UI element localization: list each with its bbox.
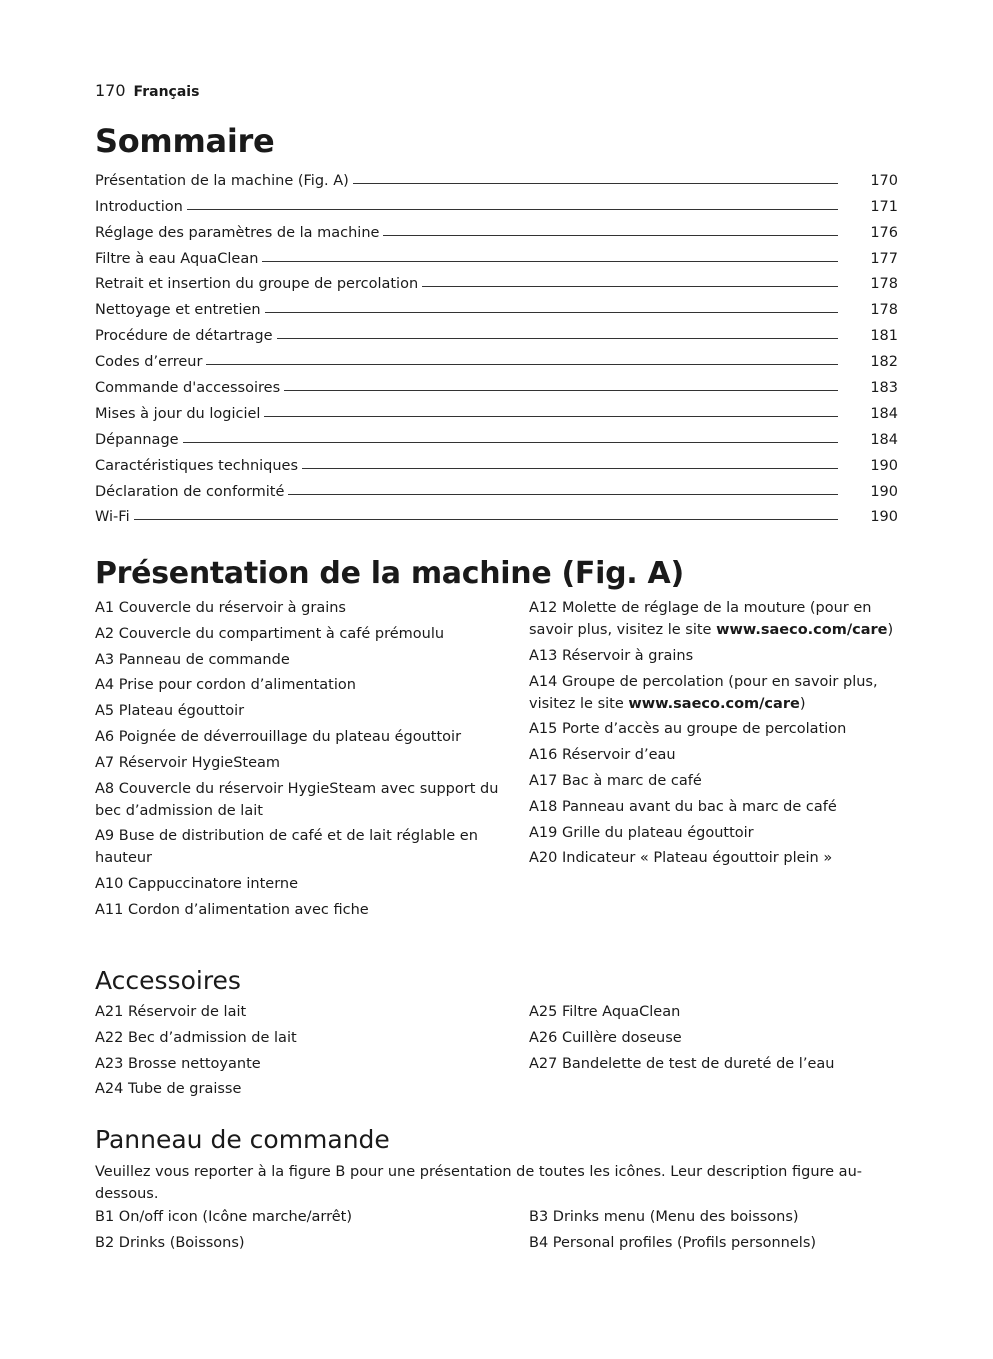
list-item: A2 Couvercle du compartiment à café prémoulu <box>95 625 445 642</box>
presentation-right-column <box>529 597 898 925</box>
toc-entry-title: Codes d’erreur <box>95 354 203 371</box>
toc-entry-title: Procédure de détartrage <box>95 328 273 345</box>
accessoires-left-column <box>95 1001 529 1104</box>
toc-entry[interactable] <box>95 215 898 241</box>
list-item: A19 Grille du plateau égouttoir <box>529 824 754 841</box>
list-item: A22 Bec d’admission de lait <box>95 1029 297 1046</box>
list-item: B1 On/off icon (Icône marche/arrêt) <box>95 1209 353 1225</box>
list-item: B2 Drinks (Boissons) <box>95 1234 245 1251</box>
list-item: A15 Porte d’accès au groupe de percolation <box>529 721 847 738</box>
toc-leader <box>383 235 838 236</box>
language-label: Français <box>133 84 200 100</box>
list-item: A14 Groupe de percolation (pour en savoir plus, visitez le site www.saeco.com/care) <box>529 673 878 712</box>
list-item: A12 Molette de réglage de la mouture (pour en savoir plus, visitez le site www.saeco.com/care) <box>529 600 894 638</box>
toc-entry-title: Filtre à eau AquaClean <box>95 250 259 267</box>
toc-entry-title: Introduction <box>95 198 183 215</box>
presentation-list <box>95 597 898 925</box>
sommaire-heading: Sommaire <box>95 122 275 160</box>
list-item: A26 Cuillère doseuse <box>529 1029 682 1046</box>
toc-entry-title: Mises à jour du logiciel <box>95 405 261 422</box>
list-item: A7 Réservoir HygieSteam <box>95 754 281 771</box>
toc-leader <box>262 261 838 262</box>
toc-entry-title: Déclaration de conformité <box>95 483 285 500</box>
toc-leader <box>302 468 838 469</box>
list-item: A24 Tube de graisse <box>95 1081 242 1098</box>
toc-entry-title: Caractéristiques techniques <box>95 457 299 474</box>
toc-leader <box>288 494 838 495</box>
toc-entry-title: Présentation de la machine (Fig. A) <box>95 172 349 189</box>
list-item: A21 Réservoir de lait <box>95 1004 247 1020</box>
toc-entry-page: 190 <box>870 483 898 500</box>
toc-entry[interactable] <box>95 396 898 422</box>
presentation-left-column <box>95 597 529 925</box>
list-item: A10 Cappuccinatore interne <box>95 876 299 893</box>
toc-entry-title: Retrait et insertion du groupe de percolation <box>95 276 419 293</box>
toc-entry-title: Nettoyage et entretien <box>95 302 261 319</box>
toc-entry-title: Wi-Fi <box>95 509 130 526</box>
toc-entry[interactable] <box>95 344 898 370</box>
toc-entry-page: 182 <box>870 354 898 371</box>
table-of-contents <box>95 163 898 525</box>
presentation-heading: Présentation de la machine (Fig. A) <box>95 556 684 591</box>
toc-entry-page: 184 <box>870 431 898 448</box>
toc-leader <box>277 338 838 339</box>
list-item: A3 Panneau de commande <box>95 651 290 668</box>
accessoires-right-column <box>529 1001 898 1104</box>
toc-entry-page: 184 <box>870 405 898 422</box>
panneau-right-column <box>529 1206 898 1258</box>
list-item: A9 Buse de distribution de café et de lait réglable en hauteur <box>95 828 478 867</box>
toc-leader <box>183 442 838 443</box>
toc-leader <box>353 183 838 184</box>
saeco-link[interactable]: www.saeco.com/care <box>716 622 888 638</box>
toc-entry[interactable] <box>95 267 898 293</box>
list-item: A5 Plateau égouttoir <box>95 703 245 720</box>
toc-entry-page: 170 <box>870 172 898 189</box>
saeco-link[interactable]: www.saeco.com/care <box>628 695 800 712</box>
toc-entry[interactable] <box>95 318 898 344</box>
toc-entry-page: 190 <box>870 457 898 474</box>
toc-entry-page: 177 <box>870 250 898 267</box>
list-item: A23 Brosse nettoyante <box>95 1055 261 1072</box>
list-item: A25 Filtre AquaClean <box>529 1004 681 1020</box>
toc-leader <box>264 416 838 417</box>
list-item: A17 Bac à marc de café <box>529 772 702 789</box>
toc-leader <box>422 286 838 287</box>
list-item: A1 Couvercle du réservoir à grains <box>95 600 346 616</box>
toc-entry[interactable] <box>95 370 898 396</box>
page-header <box>95 81 199 100</box>
list-item: A8 Couvercle du réservoir HygieSteam avec support du bec d’admission de lait <box>95 780 499 819</box>
toc-leader <box>265 312 838 313</box>
toc-leader <box>187 209 838 210</box>
toc-entry[interactable] <box>95 292 898 318</box>
toc-entry[interactable] <box>95 189 898 215</box>
list-item: A11 Cordon d’alimentation avec fiche <box>95 901 369 918</box>
page-number: 170 <box>95 81 126 100</box>
toc-entry-page: 183 <box>870 380 898 397</box>
panneau-heading: Panneau de commande <box>95 1125 390 1154</box>
toc-entry-page: 178 <box>870 276 898 293</box>
panneau-left-column <box>95 1206 529 1258</box>
toc-entry[interactable] <box>95 500 898 526</box>
panneau-list <box>95 1206 898 1258</box>
list-item: A13 Réservoir à grains <box>529 647 694 664</box>
toc-entry-page: 176 <box>870 224 898 241</box>
toc-leader <box>284 390 838 391</box>
list-item: A20 Indicateur « Plateau égouttoir plein » <box>529 850 833 867</box>
list-item: A6 Poignée de déverrouillage du plateau égouttoir <box>95 728 462 745</box>
toc-entry-title: Dépannage <box>95 431 179 448</box>
toc-entry-title: Réglage des paramètres de la machine <box>95 224 380 241</box>
toc-leader <box>134 519 838 520</box>
toc-leader <box>206 364 838 365</box>
toc-entry[interactable] <box>95 422 898 448</box>
toc-entry[interactable] <box>95 448 898 474</box>
list-item: A4 Prise pour cordon d’alimentation <box>95 677 356 694</box>
accessoires-list <box>95 1001 898 1104</box>
list-item: B3 Drinks menu (Menu des boissons) <box>529 1209 799 1225</box>
toc-entry-page: 178 <box>870 302 898 319</box>
toc-entry-page: 181 <box>870 328 898 345</box>
accessoires-heading: Accessoires <box>95 966 241 995</box>
toc-entry[interactable] <box>95 474 898 500</box>
list-item: B4 Personal profiles (Profils personnels) <box>529 1234 817 1251</box>
toc-entry-page: 190 <box>870 509 898 526</box>
toc-entry[interactable] <box>95 163 898 189</box>
toc-entry-page: 171 <box>870 198 898 215</box>
list-item: A16 Réservoir d’eau <box>529 747 676 764</box>
panneau-intro: Veuillez vous reporter à la figure B pour une présentation de toutes les icônes. Leur description figure au-dessous. <box>95 1164 862 1202</box>
toc-entry-title: Commande d'accessoires <box>95 380 281 397</box>
list-item: A18 Panneau avant du bac à marc de café <box>529 798 837 815</box>
toc-entry[interactable] <box>95 241 898 267</box>
list-item: A27 Bandelette de test de dureté de l’eau <box>529 1055 835 1072</box>
